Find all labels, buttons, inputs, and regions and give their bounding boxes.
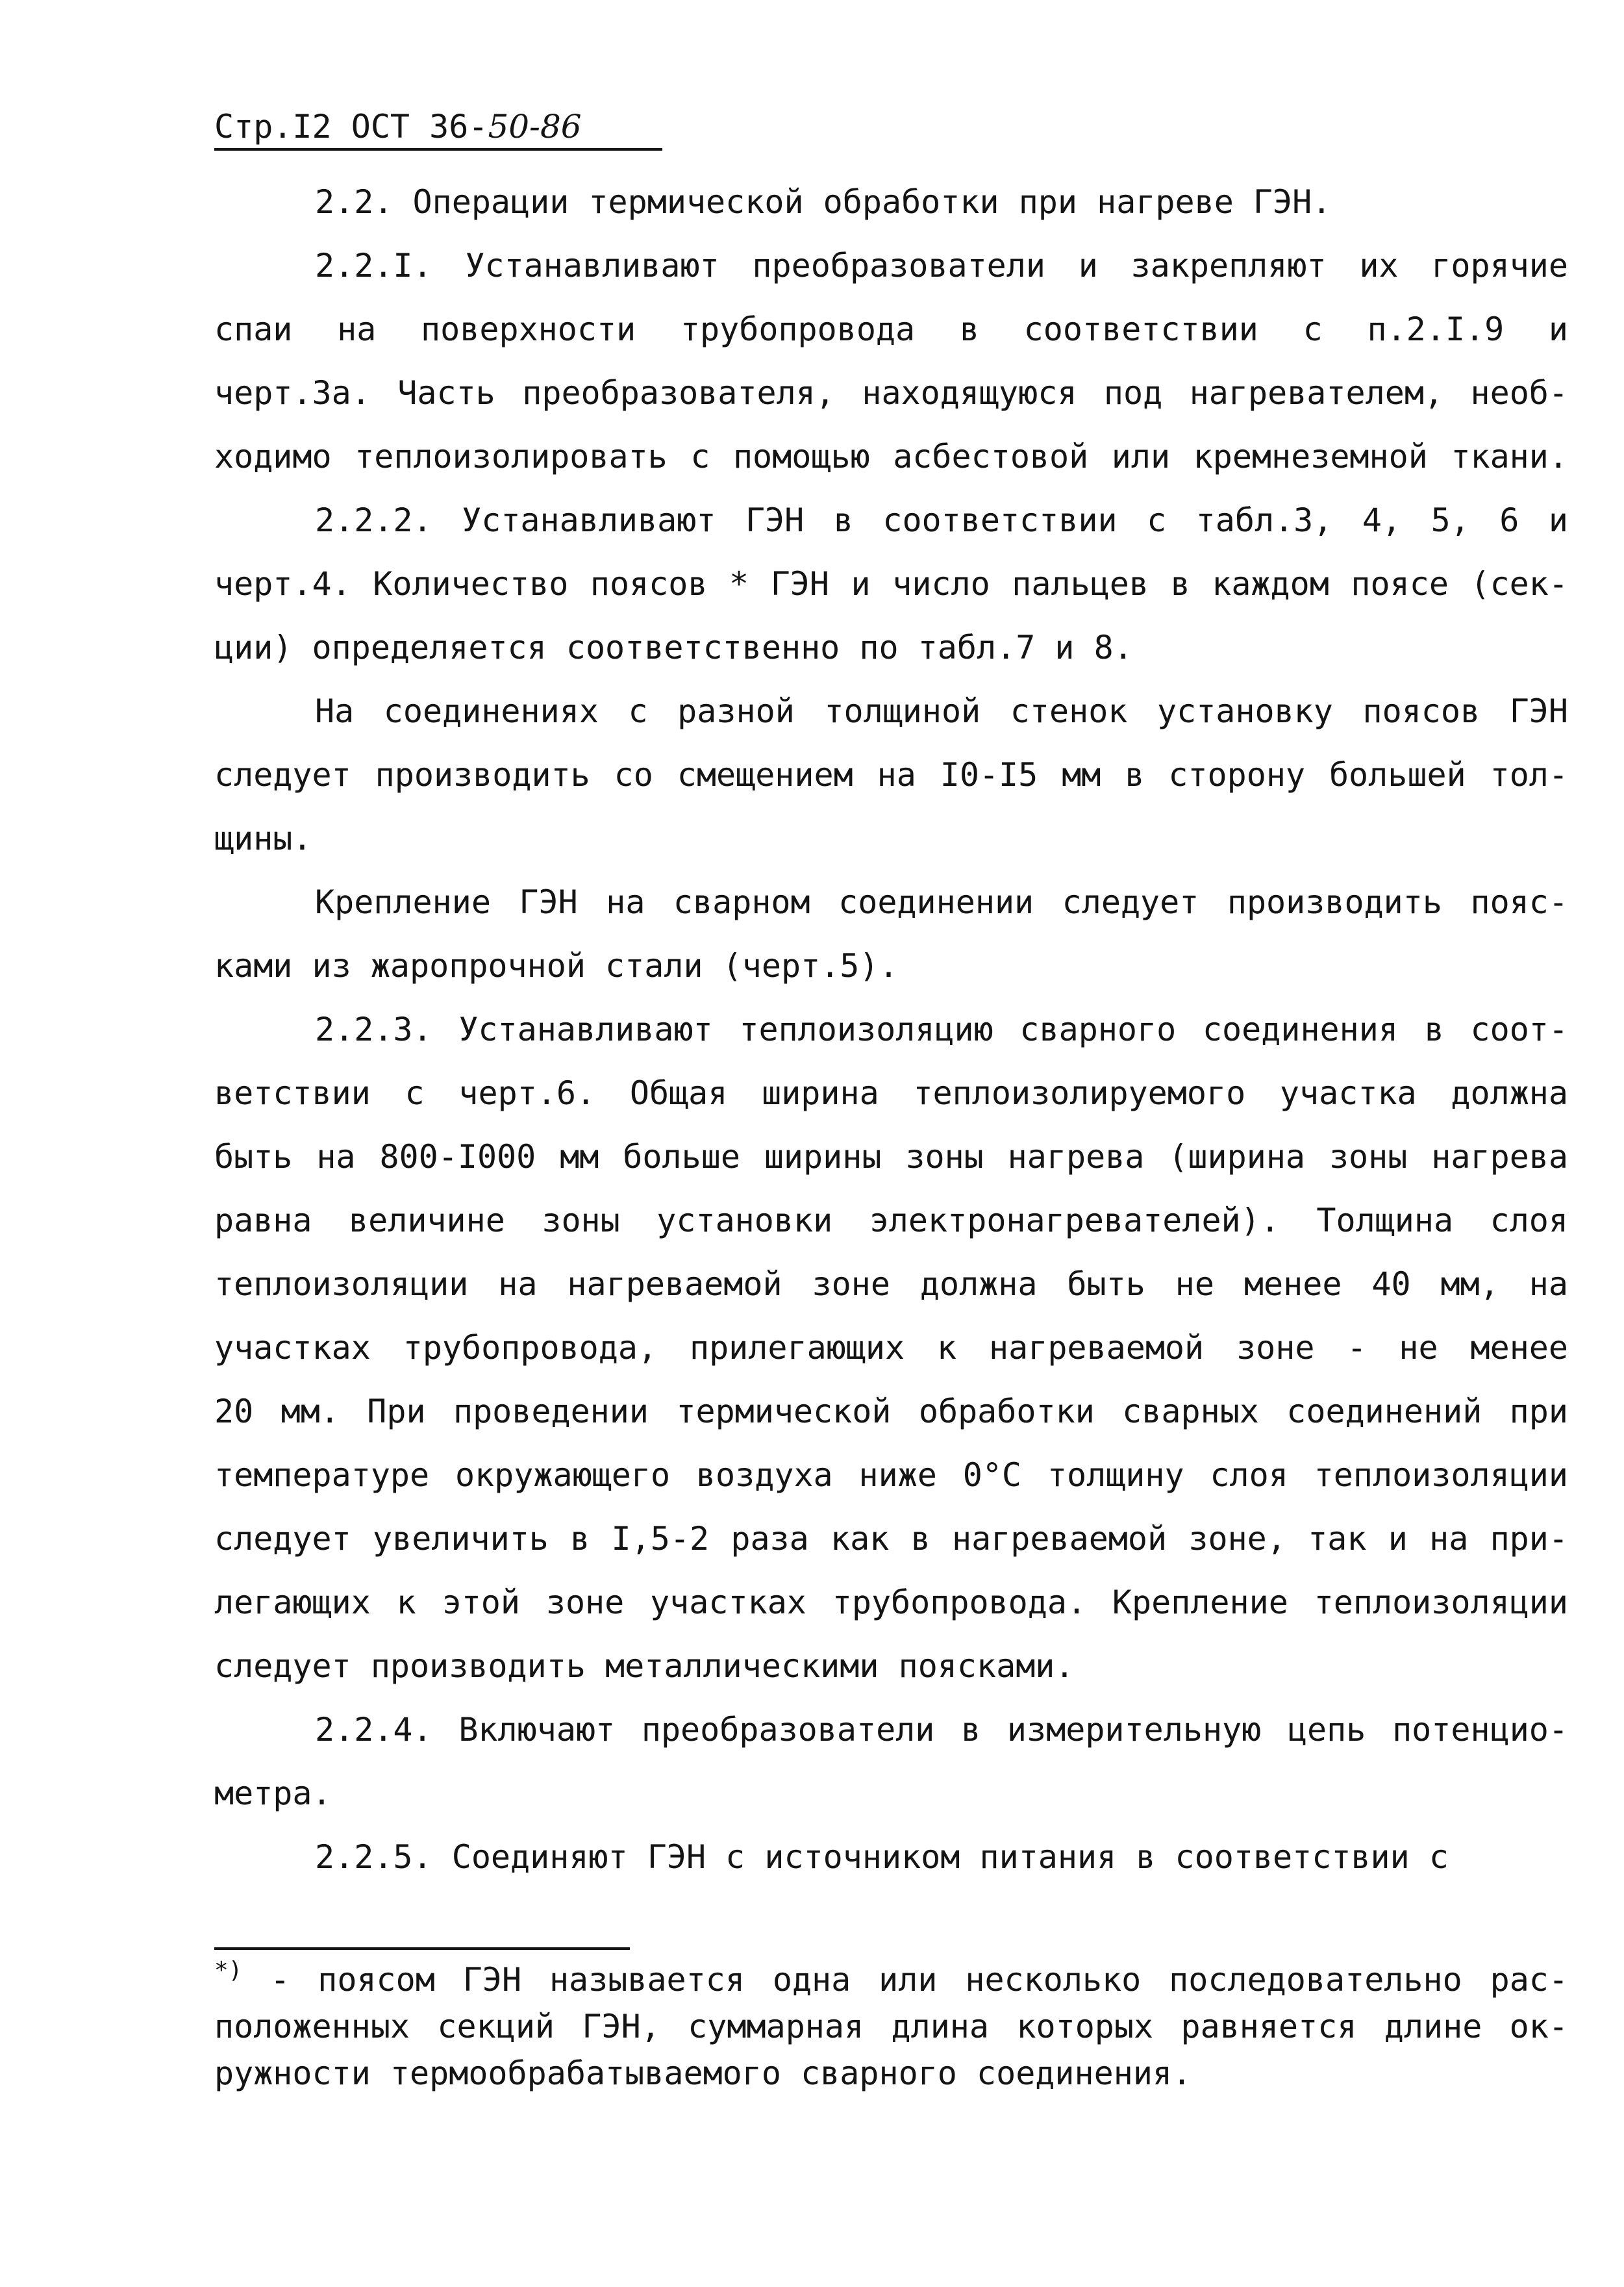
text-line: Крепление ГЭН на сварном соединении следует производить пояс- [315, 883, 1568, 921]
footnote-line [214, 1956, 1568, 2003]
footnote-separator [214, 1947, 630, 1950]
footnote-line: ружности термообрабатываемого сварного соединения. [214, 2054, 1192, 2092]
footnote-marker: *) [214, 1957, 243, 1984]
text-line: спаи на поверхности трубопровода в соответствии с п.2.I.9 и [214, 310, 1568, 348]
text-line: следует производить металлическими поясками. [214, 1647, 1075, 1685]
text-line: температуре окружающего воздуха ниже 0°С толщину слоя теплоизоляции [214, 1456, 1568, 1494]
paragraph [214, 488, 1568, 679]
text-line: щины. [214, 820, 312, 857]
text-line: 2.2.2. Устанавливают ГЭН в соответствии с табл.3, 4, 5, 6 и [315, 501, 1568, 539]
header-underline [214, 148, 662, 151]
paragraph [214, 1825, 1568, 1889]
text-line: 2.2. Операции термической обработки при нагреве ГЭН. [315, 183, 1332, 221]
text-line: 2.2.3. Устанавливают теплоизоляцию сварного соединения в соот- [315, 1011, 1568, 1048]
text-line: 2.2.I. Устанавливают преобразователи и закрепляют их горячие [315, 247, 1568, 284]
page-header [214, 104, 582, 149]
footnote-line: положенных секций ГЭН, суммарная длина которых равняется длине ок- [214, 2008, 1568, 2045]
footnote [214, 1956, 1568, 2097]
text-line: ветствии с черт.6. Общая ширина теплоизолируемого участка должна [214, 1074, 1568, 1112]
text-line: метра. [214, 1775, 332, 1812]
text-line: теплоизоляции на нагреваемой зоне должна быть не менее 40 мм, на [214, 1265, 1568, 1303]
text-line: быть на 800-I000 мм больше ширины зоны нагрева (ширина зоны нагрева [214, 1138, 1568, 1176]
text-line: следует увеличить в I,5-2 раза как в нагреваемой зоне, так и на при- [214, 1520, 1568, 1558]
text-line: равна величине зоны установки электронагревателей). Толщина слоя [214, 1202, 1568, 1239]
footnote-text: - поясом ГЭН называется одна или несколько последовательно рас- [242, 1961, 1568, 1999]
text-line: 20 мм. При проведении термической обработки сварных соединений при [214, 1393, 1568, 1430]
text-line: следует производить со смещением на I0-I5 мм в сторону большей тол- [214, 756, 1568, 794]
paragraph [214, 1698, 1568, 1825]
paragraph [214, 234, 1568, 488]
paragraph [214, 998, 1568, 1698]
text-line: черт.4. Количество поясов * ГЭН и число пальцев в каждом поясе (сек- [214, 565, 1568, 603]
document-body [214, 170, 1568, 1889]
text-line: ками из жаропрочной стали (черт.5). [214, 947, 899, 985]
header-printed-text: Стр.I2 ОСТ 36- [214, 108, 488, 145]
text-line: участках трубопровода, прилегающих к нагреваемой зоне - не менее [214, 1329, 1568, 1367]
text-line: 2.2.5. Соединяют ГЭН с источником питания в соответствии с [315, 1838, 1449, 1876]
paragraph [214, 170, 1568, 234]
text-line: легающих к этой зоне участках трубопровода. Крепление теплоизоляции [214, 1584, 1568, 1621]
text-line: 2.2.4. Включают преобразователи в измерительную цепь потенцио- [315, 1711, 1568, 1749]
text-line: черт.3а. Часть преобразователя, находящуюся под нагревателем, необ- [214, 374, 1568, 412]
text-line: ходимо теплоизолировать с помощью асбестовой или кремнеземной ткани. [214, 438, 1568, 475]
text-line: На соединениях с разной толщиной стенок установку поясов ГЭН [315, 692, 1568, 730]
paragraph [214, 870, 1568, 998]
header-handwritten-number: 50-86 [488, 108, 582, 145]
text-line: ции) определяется соответственно по табл.7 и 8. [214, 629, 1133, 666]
paragraph [214, 679, 1568, 870]
